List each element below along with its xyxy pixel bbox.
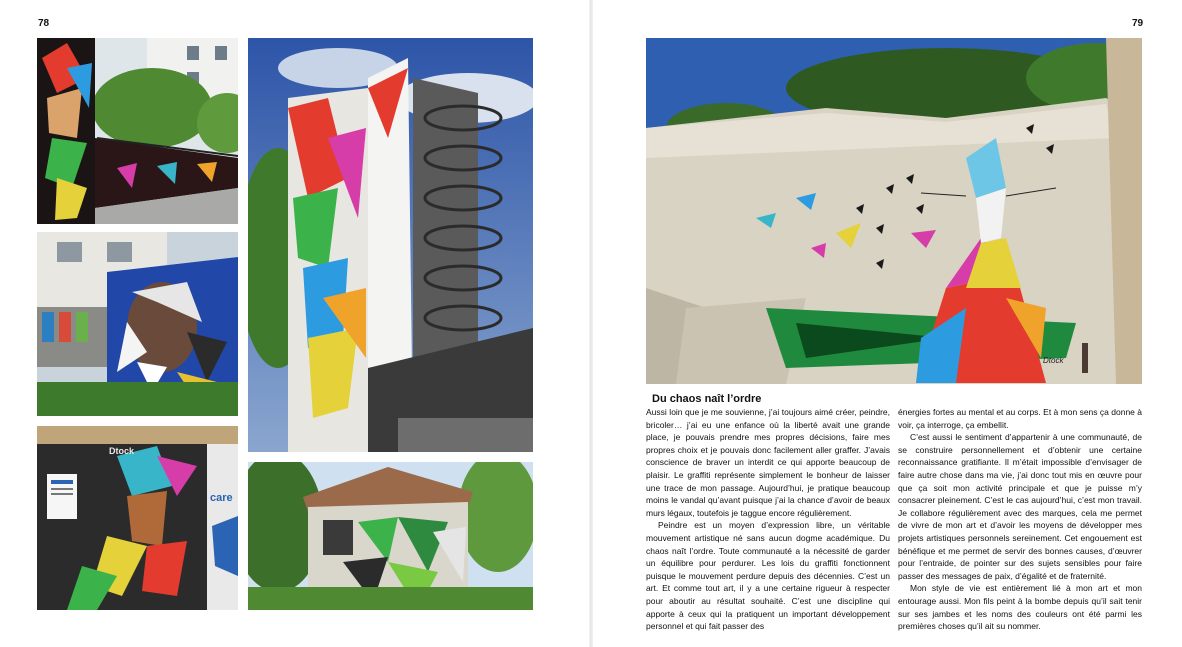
photo-shed-mural (248, 462, 533, 610)
photo-street-wall-mural (37, 38, 238, 224)
col2-paragraph-1: énergies fortes au mental et au corps. Et à mon sens ça donne à voir, ça interroge, ça embellit. (898, 407, 1142, 430)
article-column-1 (646, 406, 890, 633)
article-column-2 (898, 406, 1142, 633)
photo-tower-building-mural (248, 38, 533, 452)
col1-paragraph-1: Aussi loin que je me souvienne, j’ai toujours aimé créer, peindre, bricoler… j’ai eu une enfance où la liberté avait une grande place, je pouvais prendre mes propres décisions, faire mes propres choix et je pouvais donc facilement aller graffer. J’avais conscience de braver un interdit ce qui apporte beaucoup de plaisir. Le graffiti représente simplement le bonheur de laisser une trace de mon passage. Aujourd’hui, je pratique beaucoup moins le vandal qu’avant puisque j’ai la chance d’avoir de beaux murs légaux, toutefois je taggue encore régulièrement. (646, 407, 890, 518)
page-gutter (589, 0, 593, 647)
article-heading: Du chaos naît l’ordre (652, 393, 762, 405)
col2-paragraph-3: Mon style de vie est entièrement lié à mon art et mon entourage aussi. Mon fils peint à la bombe depuis qu’il sait tenir sur ses jambes et les noms des couleurs ont été parmi les premières choses qu’il ait su nommer. (898, 583, 1142, 632)
electrical-box-side-text: care (210, 492, 233, 504)
photo-quarry-mural (646, 38, 1142, 384)
photo-blue-wall-portrait (37, 232, 238, 416)
right-page-number: 79 (1132, 18, 1144, 29)
electrical-box-tag: Dtock (109, 446, 135, 456)
quarry-mural-signature: Dtock (1043, 356, 1064, 365)
photo-electrical-box-mural (37, 426, 238, 610)
col1-paragraph-2: Peindre est un moyen d’expression libre, un véritable mouvement artistique né sans aucun dogme académique. Du chaos naît l’ordre. Toute communauté a la nécessité de garder un équilibre pour perdurer. Les lois du graffiti fonctionnent puisque le mouvement perdure depuis des décennies. C’est un art. Et comme tout art, il y a une certaine rigueur à respecter pour aboutir au résultat souhaité. C’est une discipline qui apporte à ceux qui la pratiquent un important développement personnel et qui fait passer des (646, 520, 890, 632)
col2-paragraph-2: C’est aussi le sentiment d’appartenir à une communauté, de se construire personnellement et d’obtenir une certaine reconnaissance gratifiante. Il m’était impossible d’envisager de faire autre chose dans ma vie, j’ai donc tout mis en œuvre pour que ça soit mon activité principale et que je puisse m’y consacrer pleinement. C’est le cas aujourd’hui, c’est mon travail. Je collabore régulièrement avec des marques, cela me permet de vivre de mon art et d’avoir les moyens de développer mes projets artistiques personnels sereinement. Cet engouement est bénéfique et me permet de servir des bonnes causes, d’œuvrer pour l’entraide, de pointer sur des sujets sensibles pour faire passer des messages de paix, d’égalité et de fraternité. (898, 432, 1142, 581)
left-page-number: 78 (38, 18, 50, 29)
